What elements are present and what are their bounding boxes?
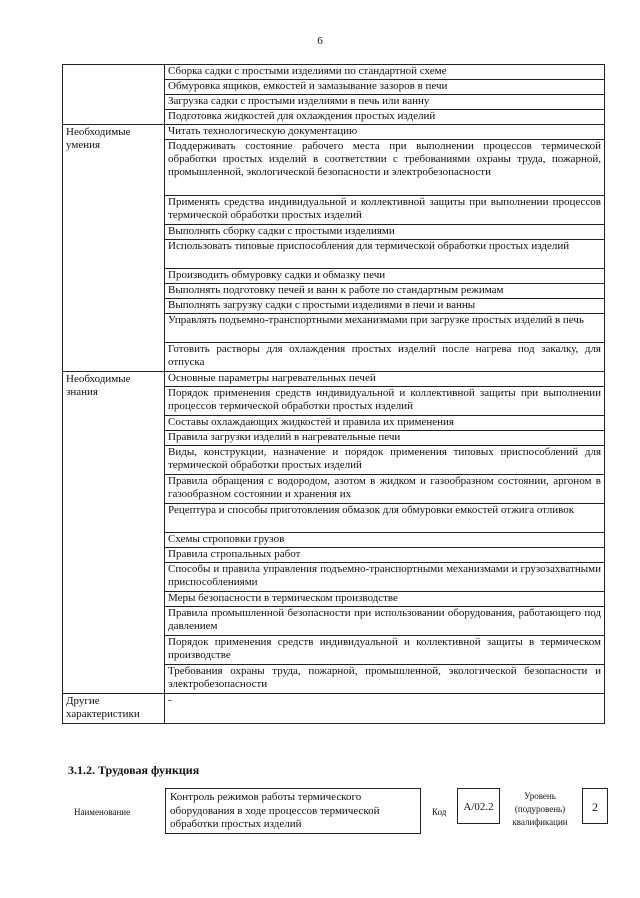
table-row: Использовать типовые приспособления для термической обработки простых изделий	[165, 240, 605, 269]
labor-function-header	[0, 780, 640, 840]
table-row: Выполнять сборку садки с простыми изделиями	[165, 225, 605, 240]
table-row: Способы и правила управления подъемно-транспортными механизмами и грузозахватными приспособлениями	[165, 563, 605, 592]
table-row: Производить обмуровку садки и обмазку печи	[165, 269, 605, 284]
table-row: Управлять подъемно-транспортными механизмами при загрузке простых изделий в печь	[165, 314, 605, 343]
table-row: Порядок применения средств индивидуальной и коллективной защиты при выполнении процессов термической обработки простых изделий	[165, 387, 605, 416]
table-row: Обмуровка ящиков, емкостей и замазывание зазоров в печи	[165, 80, 605, 95]
qualification-level-label: Уровень (подуровень) квалификации	[512, 791, 568, 827]
table-row: Правила обращения с водородом, азотом в жидком и газообразном состоянии, аргоном в газообразном состоянии и хранения их	[165, 475, 605, 504]
table-row: Основные параметры нагревательных печей	[165, 372, 605, 387]
table-row: Готовить растворы для охлаждения простых изделий после нагрева под закалку, для отпуска	[165, 343, 605, 372]
table-row: Правила стропальных работ	[165, 548, 605, 563]
section-title: 3.1.2. Трудовая функция	[68, 763, 200, 777]
table-row: Виды, конструкции, назначение и порядок применения типовых приспособлений для термической обработки простых изделий	[165, 446, 605, 475]
table-row: Правила загрузки изделий в нагревательные печи	[165, 431, 605, 446]
table-row: Выполнять подготовку печей и ванн к работе по стандартным режимам	[165, 284, 605, 299]
knowledge-label: Необходимые знания	[63, 372, 165, 694]
table-row: Правила промышленной безопасности при использовании оборудования, работающего под давлением	[165, 607, 605, 636]
table-row: Читать технологическую документацию	[165, 125, 605, 140]
table-row: Схемы строповки грузов	[165, 533, 605, 548]
table-row: Применять средства индивидуальной и коллективной защиты при выполнении процессов термической обработки простых изделий	[165, 196, 605, 225]
table-row: Поддерживать состояние рабочего места при выполнении процессов термической обработки простых изделий в соответствии с требованиями охраны труда, пожарной, промышленной, экологической безопасности и электробезопасности	[165, 140, 605, 196]
empty-label-cell	[63, 65, 165, 125]
code-box: A/02.2	[457, 788, 500, 824]
table-row: Загрузка садки с простыми изделиями в печь или ванну	[165, 95, 605, 110]
table-row: Порядок применения средств индивидуальной и коллективной защиты в термическом производстве	[165, 636, 605, 665]
table-row: Меры безопасности в термическом производстве	[165, 592, 605, 607]
table-row: Подготовка жидкостей для охлаждения простых изделий	[165, 110, 605, 125]
table-row: Выполнять загрузку садки с простыми изделиями в печи и ванны	[165, 299, 605, 314]
table-row: Требования охраны труда, пожарной, промышленной, экологической безопасности и электробезопасности	[165, 665, 605, 694]
table-row: Рецептура и способы приготовления обмазок для обмуровки емкостей отжига отливок	[165, 504, 605, 533]
other-characteristics-label: Другие характеристики	[63, 694, 165, 724]
other-characteristics-value: -	[165, 694, 605, 724]
function-name-box: Контроль режимов работы термического оборудования в ходе процессов термической обработки простых изделий	[165, 788, 421, 834]
table-row: Составы охлаждающих жидкостей и правила их применения	[165, 416, 605, 431]
qualification-level-box: 2	[582, 788, 608, 824]
function-details-table	[62, 64, 605, 724]
name-label: Наименование	[74, 807, 131, 817]
skills-label: Необходимые умения	[63, 125, 165, 372]
table-row: Сборка садки с простыми изделиями по стандартной схеме	[165, 65, 605, 80]
page-number: 6	[317, 35, 323, 47]
code-label: Код	[432, 807, 447, 817]
